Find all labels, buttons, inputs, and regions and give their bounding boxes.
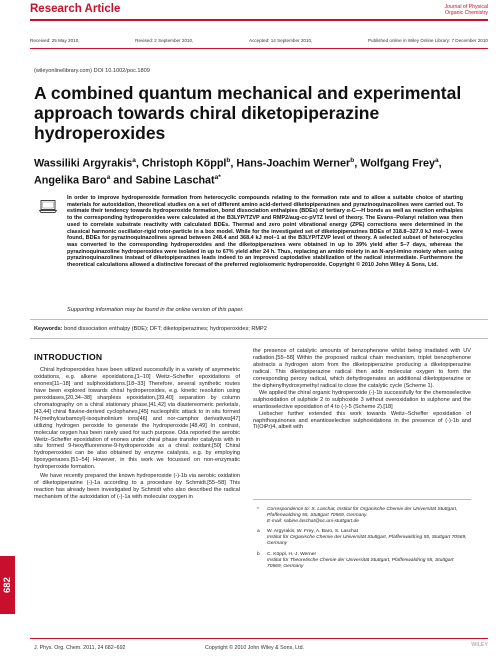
author-name: Christoph Köppl <box>141 157 227 170</box>
footnote-rule <box>253 499 471 500</box>
abstract-text: In order to improve hydroperoxide formation from heterocyclic compounds relating to the formation rate and to allow a suitable choice of starting materials for autoxidation, theoretical studies on a set of different amino acid-derived diketopiperazines and pyrazinoquinazolines were carried out. To estimate their tendency towards hydroperoxide formation, bond dissociation enthalpies (BDEs) of tertiary α-C—H bonds as well as reaction enthalpies to the corresponding hydroperoxides were calculated at the B3LYP/TZVP and RMP2/aug-cc-pVTZ level of theory. The Evans–Polanyi relation was then used to correlate substrate reactivity with calculated BDEs. Thermal and zero point vibrational energy (ZPE) corrections were determined in the classical harmonic oscillator-rigid rotor-particle in a box model. While for the investigated set of diketopiperazines BDEs of 318.8–327.0 kJ mol−1 were found, BDEs for pyrazinoquinazolines spread between 248.4 and 368.4 kJ mol−1 at the B3LYP/TZVP level of theory. A selected subset of heterocycles was converted to the corresponding hydroperoxides and the diketopiperazines were obtained in up to 39% yield after 5–7 days, whereas the pyrazinoquinazoline hydroperoxides were isolated in up to 67% yield after 24 h. Thus, replacing an amido moiety in an N-aryl-imino moiety when using pyrazinoquinazolines instead of diketopiperazines leads indeed to an improved captodative stabilization of the radical intermediate. Furthermore the theoretical calculations allowed a distinctive forecast of the preferred regioisomeric hydroperoxide. Copyright © 2010 John Wiley & Sons, Ltd. <box>67 195 463 269</box>
author-list: Wassiliki Argyrakis$^a$, Christoph Köppl$^b$, Hans-Joachim Werner$^b$, Wolfgang Frey$^a$, Angelika Baro$^a$ and Sabine Laschat$^{a*}$ <box>34 157 442 187</box>
footnote-correspondence <box>257 507 469 525</box>
author-name: Wolfgang Frey <box>360 157 435 170</box>
footnote-mark: * <box>257 507 259 512</box>
footnote-mark: b <box>257 551 260 557</box>
body-paragraph: the presence of catalytic amounts of benzophenone whilst being irradiated with UV radiation.[55–58] Within the proposed radical chain mechanism, triplet benzophenone abstracts a hydrogen atom from the diketopiperazine producing a diketopiperazine radical. This diketopiperazine radical then adds molecular oxygen to form the corresponding peroxy radical, which dehydrogenates an additional diketopiperazine or the diphenylhydroxymethyl radical to close the catalytic cycle (Scheme 1). <box>253 348 471 389</box>
affiliation-authors: W. Argyrakis, W. Frey, A. Baro, S. Laschat <box>267 529 358 535</box>
affiliation-address: Institut für Theoretische Chemie der Universität Stuttgart, Pfaffenwaldring 55, Stuttgart 70569, Germany <box>267 557 454 569</box>
supporting-info-note: Supporting information may be found in the online version of this paper. <box>67 307 244 313</box>
affiliation-authors: C. Köppl, H.-J. Werner <box>267 551 317 557</box>
revised-date: Revised: 2 September 2010, <box>135 38 194 43</box>
correspondence-text: Correspondence to: S. Laschat, Institut für Organische Chemie der Universität Stuttgart, Pfaffenwaldring 55, Stuttgart 70569, Germany. <box>267 507 458 519</box>
author-affiliation-mark: b <box>226 157 231 164</box>
footnotes <box>257 507 469 570</box>
keywords-rule-top <box>30 319 488 320</box>
doi-line[interactable]: (wileyonlinelibrary.com) DOI 10.1002/poc.1809 <box>34 68 150 74</box>
dates-rule <box>30 48 488 49</box>
section-heading: INTRODUCTION <box>34 352 103 362</box>
author-name: Hans-Joachim Werner <box>236 157 351 170</box>
footer-rule <box>30 638 488 639</box>
copyright-line: Copyright © 2010 John Wiley & Sons, Ltd. <box>205 645 305 651</box>
header-rule <box>30 19 488 21</box>
keywords-rule-bottom <box>30 338 488 339</box>
section-label: Research Article <box>30 3 121 15</box>
footnote-affiliation-a <box>257 529 469 547</box>
author-name: Wassiliki Argyrakis <box>34 157 133 170</box>
accepted-date: Accepted: 14 September 2010, <box>249 38 313 43</box>
author-affiliation-mark: a <box>132 157 136 164</box>
keywords-line <box>34 326 267 332</box>
author-affiliation-mark: a* <box>214 173 221 181</box>
journal-logo-line-2: Organic Chemistry <box>445 10 488 16</box>
publisher-logo: WILEY <box>471 642 488 648</box>
affiliation-address: Institut für Organische Chemie der Universität Stuttgart, Pfaffenwaldring 55, Stuttgart 70569, Germany <box>267 535 467 547</box>
body-paragraph: Chiral hydroperoxides have been utilized successfully in a variety of asymmetric oxidations, e.g. alkene epoxidations,[1–10] Weitz–Scheffer epoxidations of enones[11–18] and sulphoxidations.[18–33] Therefore, several synthetic routes have been explored towards chiral hydroperoxides, e.g. kinetic resolution using peroxidases,[20,34–38] sharpless epoxidation,[39,40] separation by column chromatography on a chiral stationary phase,[41,42] via diastereomeric perketals,[43,44] chiral flavine-derived cyclophanes,[45] nucleophilic attack to in situ formed N-(methylcarbamoyl)-isoquinolinium ions[46] and nor-camphor derivatives[47] utilizing hydrogen peroxide to generate the hydroperoxide.[48,49] In contrast, molecular oxygen has been rarely used for such purpose. Oda reported the aerobic Weitz–Scheffer epoxidation of enones under chiral phase transfer catalysis with in situ formed 9-hexylfluorenone-9-hydroperoxide as a chiral oxidant.[50] Chiral hydroperoxides can be also obtained by enzyme catalysis, e.g. by employing lipoxygenases.[51–54] However, in this work we focussed on non-enzymatic hydroperoxide formation. <box>34 367 240 471</box>
body-column-right <box>253 348 471 431</box>
footnote-mark: a <box>257 529 260 535</box>
correspondence-email[interactable]: E-mail: sabine.laschat@oc.uni-stuttgart.de <box>267 519 359 525</box>
footnote-affiliation-b <box>257 552 469 570</box>
author-name: Angelika Baro <box>34 174 107 187</box>
author-affiliation-mark: a <box>106 173 111 181</box>
citation-line: J. Phys. Org. Chem. 2011, 24 682–692 <box>34 645 126 651</box>
keywords-list: bond dissociation enthalpy (BDE); DFT; diketopiperazines; hydroperoxides; RMP2 <box>64 326 267 332</box>
keywords-label: Keywords: <box>34 326 63 332</box>
author-affiliation-mark: a <box>435 157 439 164</box>
author-name: Sabine Laschat <box>135 174 215 187</box>
published-date: Published online in Wiley Online Library: 7 December 2010 <box>367 38 488 43</box>
body-paragraph: We have recently prepared the known hydroperoxide (-)-1b via aerobic oxidation of diketopiperazine (-)-1a according to a procedure by Schmidt.[55–58] This reaction has already been investigated by Schmidt who also described the radical mechanism of the autoxidation of (-)-1a with molecular oxygen in <box>34 473 240 501</box>
journal-logo-line-1: Journal of Physical <box>444 4 488 10</box>
body-paragraph: We applied the chiral organic hydroperoxide (-)-1b successfully for the chemoselective sulphoxidation of sulphide 2 to sulphoxide 3 without overoxidation to sulphone and the enantioselective epoxidation of 4 to (-)-5 (Scheme 2).[18] <box>253 389 471 410</box>
publication-dates <box>30 38 488 43</box>
body-column-left <box>34 367 240 501</box>
journal-logo <box>444 4 488 16</box>
received-date: Received: 25 May 2010, <box>30 38 80 43</box>
body-paragraph: Liebscher further extended this work towards Weitz–Scheffer epoxidation of naphthoquinones and enantioselective sulphoxidations in the presence of (-)-1b and Ti(OiPr)4, albeit with <box>253 410 471 431</box>
article-title: A combined quantum mechanical and experimental approach towards chiral diketopiperazine hydroperoxides <box>34 83 462 143</box>
laptop-icon <box>39 200 57 213</box>
author-affiliation-mark: b <box>350 157 355 164</box>
page-number: 682 <box>2 577 13 593</box>
